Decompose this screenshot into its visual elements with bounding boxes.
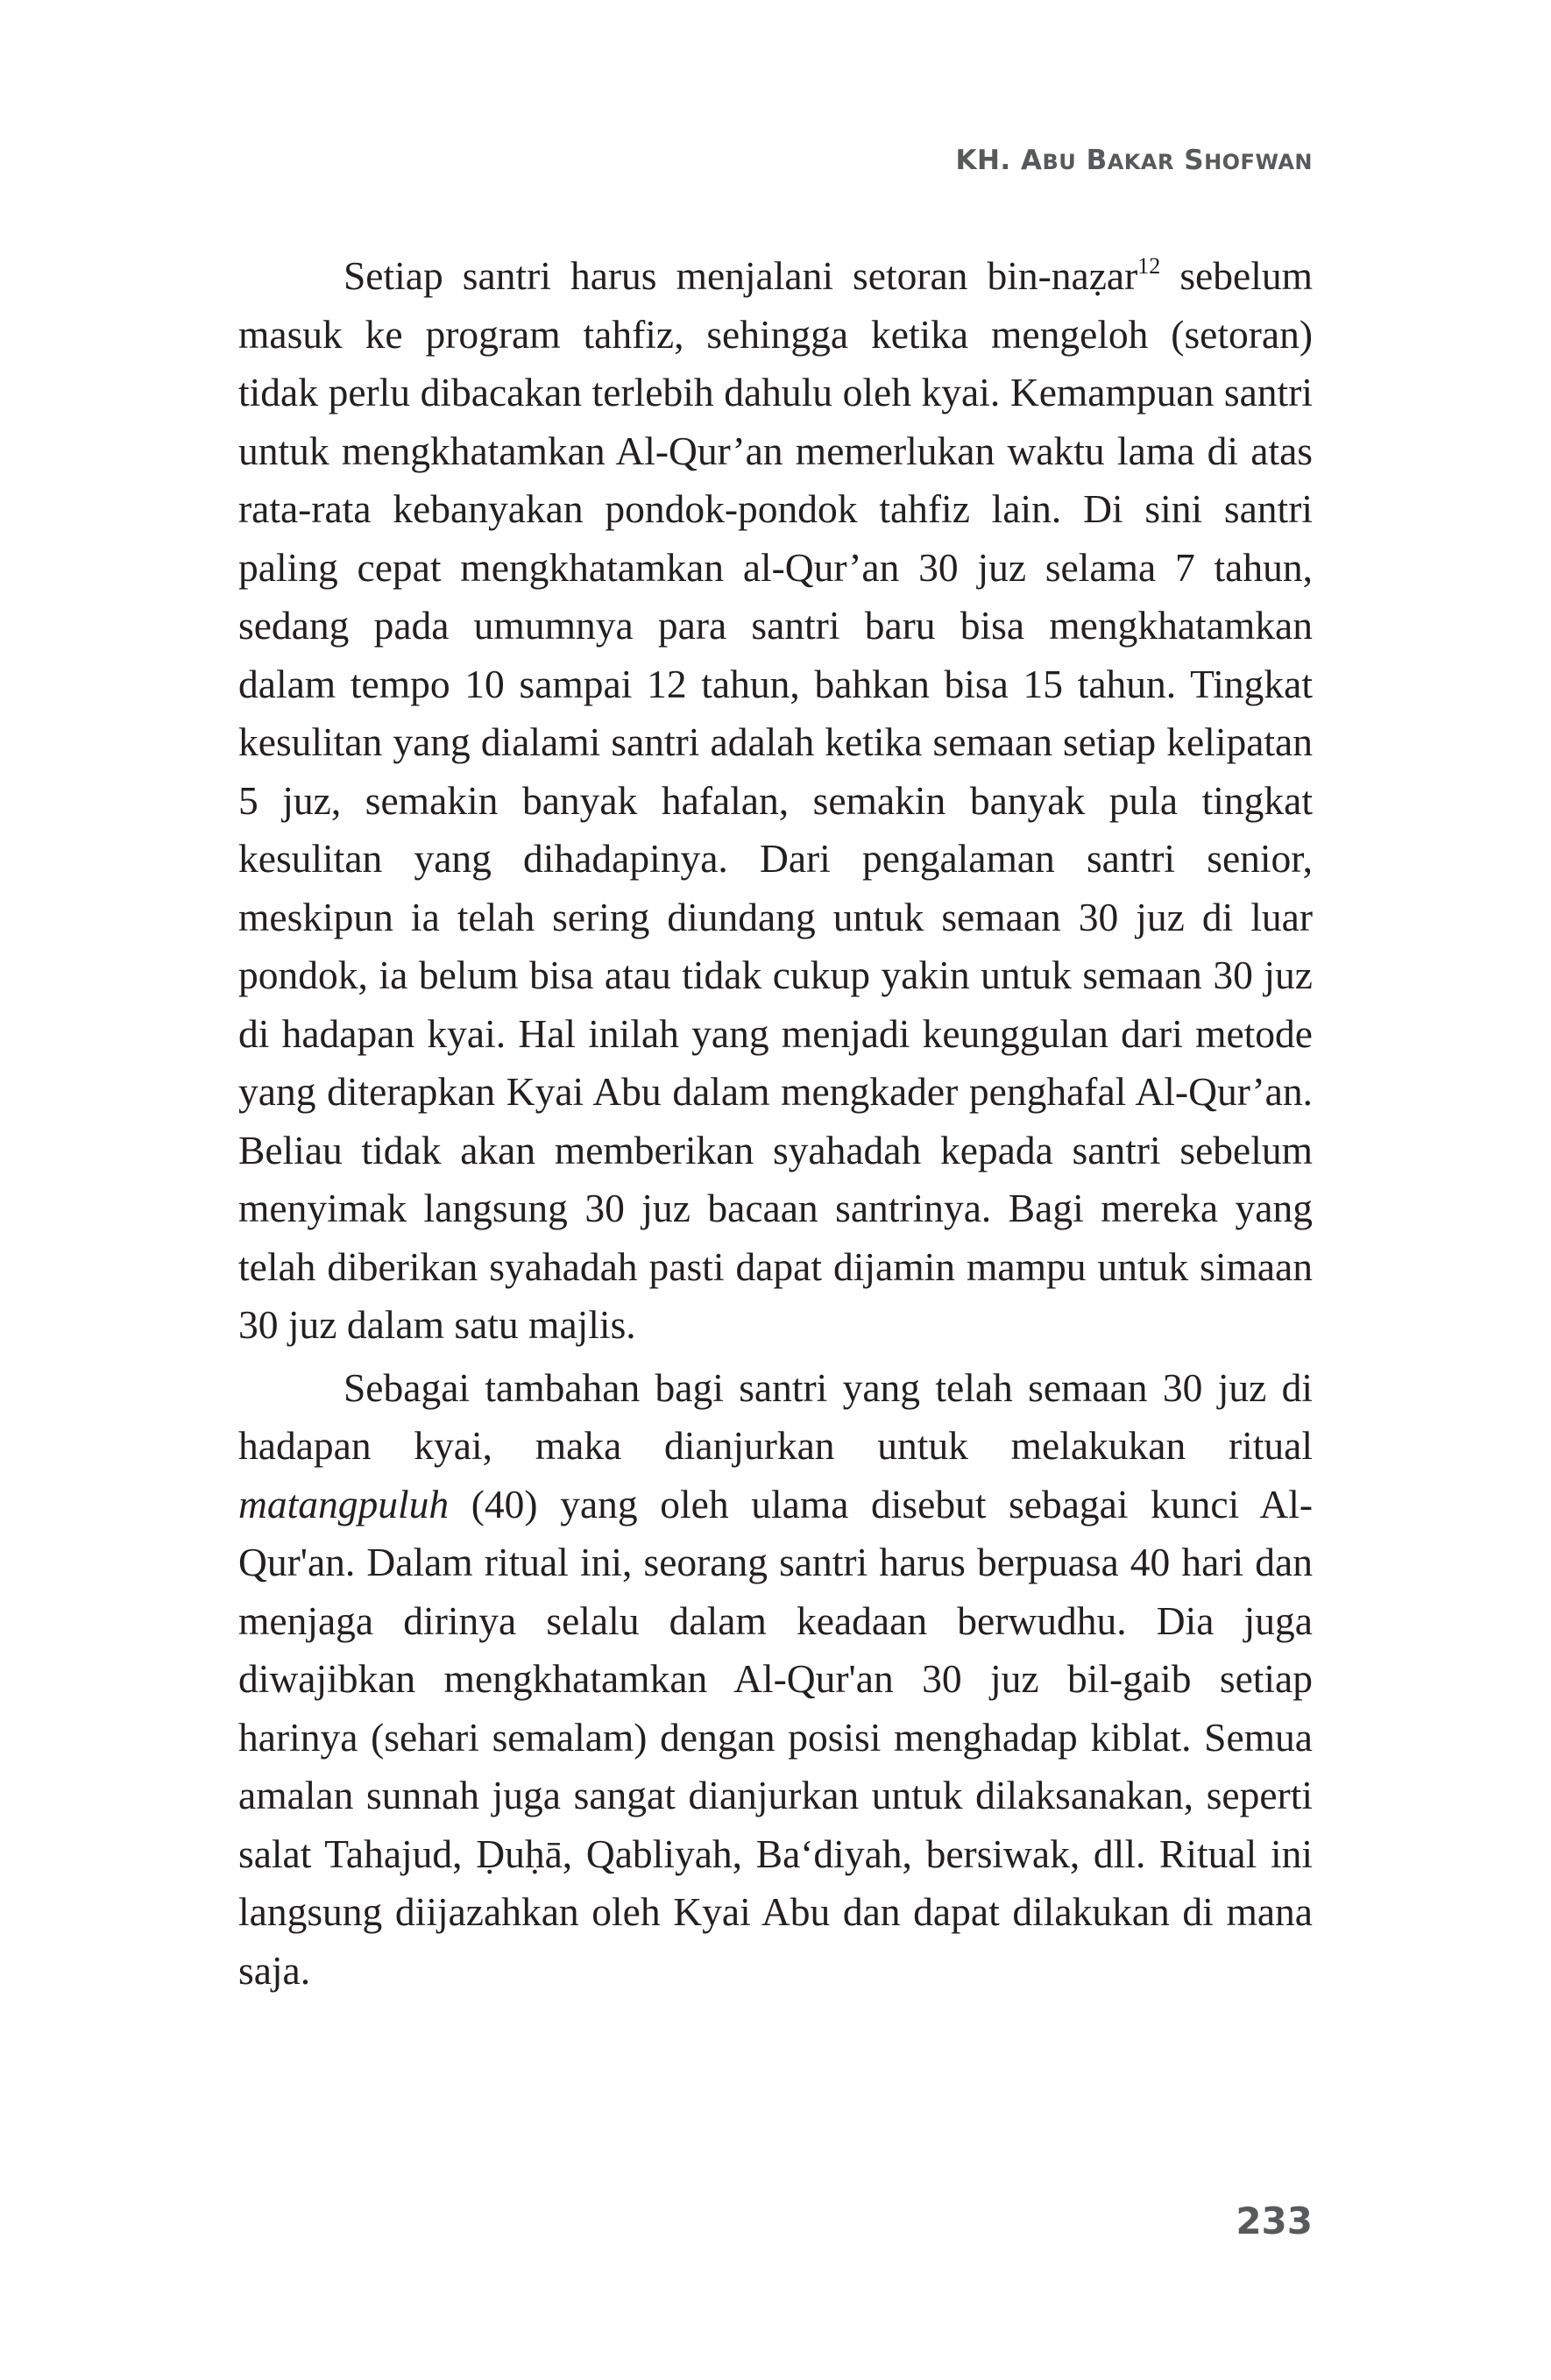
paragraph-1-text-rest: sebelum masuk ke program tahfiz, sehingga ketika mengeloh (setoran) tidak perlu dibacakan terlebih dahulu oleh kyai. Kemampuan santri untuk mengkhatamkan Al-Qur’an memerlukan waktu lama di atas rata-rata kebanyakan pondok-pondok tahfiz lain. Di sini santri paling cepat mengkhatamkan al-Qur’an 30 juz selama 7 tahun, sedang pada umumnya para santri baru bisa mengkhatamkan dalam tempo 10 sampai 12 tahun, bahkan bisa 15 tahun. Tingkat kesulitan yang dialami santri adalah ketika semaan setiap kelipatan 5 juz, semakin banyak hafalan, semakin banyak pula tingkat kesulitan yang dihadapinya. Dari pengalaman santri senior, meskipun ia telah sering diundang untuk semaan 30 juz di luar pondok, ia belum bisa atau tidak cukup yakin untuk semaan 30 juz di hadapan kyai. Hal inilah yang menjadi keunggulan dari metode yang diterapkan Kyai Abu dalam mengkader penghafal Al-Qur’an. Beliau tidak akan memberikan syahadah kepada santri sebelum menyimak langsung 30 juz bacaan santrinya. Bagi mereka yang telah diberikan syahadah pasti dapat dijamin mampu untuk simaan 30 juz dalam satu majlis. — [238, 253, 1313, 1347]
running-head-b: B — [1076, 145, 1108, 176]
paragraph-2-text-rest: (40) yang oleh ulama disebut sebagai kunci Al-Qur'an. Dalam ritual ini, seorang santri harus berpuasa 40 hari dan menjaga dirinya selalu dalam keadaan berwudhu. Dia juga diwajibkan mengkhatamkan Al-Qur'an 30 juz bil-gaib setiap harinya (sehari semalam) dengan posisi menghadap kiblat. Semua amalan sunnah juga sangat dianjurkan untuk dilaksanakan, seperti salat Tahajud, Ḍuḥā, Qabliyah, Ba‘diyah, bersiwak, dll. Ritual ini langsung diijazahkan oleh Kyai Abu dan dapat dilakukan di mana saja. — [238, 1481, 1313, 1993]
footnote-reference[interactable]: 12 — [1137, 253, 1161, 279]
italic-term: matangpuluh — [238, 1481, 450, 1526]
page-number: 233 — [1236, 2199, 1313, 2242]
running-head-akar-smallcaps: AKAR — [1107, 150, 1174, 174]
paragraph-2 — [238, 1359, 1313, 2001]
paragraph-2-text-start: Sebagai tambahan bagi santri yang telah semaan 30 juz di hadapan kyai, maka dianjurkan untuk melakukan ritual — [238, 1364, 1313, 1468]
running-head-kh: KH. A — [955, 145, 1043, 176]
running-head-hofwan-smallcaps: HOFWAN — [1204, 150, 1313, 174]
body-text — [238, 247, 1313, 2000]
running-head-s: S — [1173, 145, 1205, 176]
running-head-abu-smallcaps: BU — [1042, 150, 1077, 174]
running-head — [955, 145, 1313, 176]
paragraph-1-text-start: Setiap santri harus menjalani setoran bin-naẓar — [343, 253, 1138, 298]
paragraph-1 — [238, 247, 1313, 1355]
